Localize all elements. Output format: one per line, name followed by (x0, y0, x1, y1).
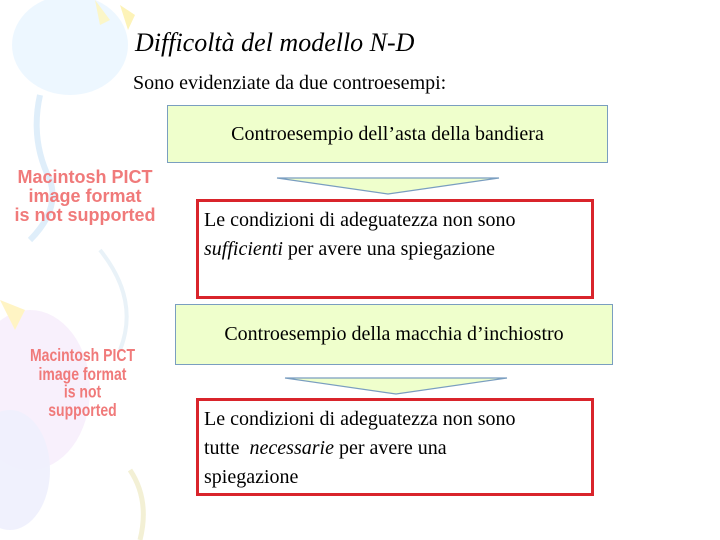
conclusion-text: tutte (204, 437, 250, 459)
placeholder-line: Macintosh PICT (30, 344, 136, 365)
conclusion-line (204, 434, 591, 463)
conclusion-line: Le condizioni di adeguatezza non sono (204, 209, 516, 231)
conclusion-text: per avere una spiegazione (282, 238, 495, 260)
image-placeholder (30, 346, 135, 419)
image-placeholder (10, 168, 160, 225)
conclusion-sufficient-box (196, 199, 594, 299)
down-arrow-icon (275, 176, 501, 196)
counterexample-ink-box (175, 304, 613, 365)
emphasis-text: sufficienti (204, 238, 283, 260)
streamer-shape (130, 470, 143, 540)
placeholder-line: is not supported (48, 381, 117, 420)
placeholder-line: Macintosh PICT (17, 167, 153, 187)
placeholder-line: image format (28, 185, 142, 206)
conclusion-text: per avere una (333, 437, 447, 459)
slide-subtitle: Sono evidenziate da due controesempi: (133, 72, 447, 94)
counterexample-flagpole-box (167, 105, 608, 163)
emphasis-text: necessarie (249, 437, 334, 459)
placeholder-line: image format (38, 363, 127, 384)
placeholder-line: is not supported (14, 204, 156, 225)
balloon-shape (12, 0, 128, 95)
box-label: Controesempio dell’asta della bandiera (231, 122, 544, 145)
conclusion-line: Le condizioni di adeguatezza non sono (204, 408, 516, 430)
box-label: Controesempio della macchia d’inchiostro (224, 323, 564, 345)
conclusion-necessary-box (196, 398, 594, 496)
conclusion-line (204, 235, 591, 264)
slide-title: Difficoltà del modello N-D (135, 28, 415, 57)
down-arrow-icon (283, 376, 509, 396)
conclusion-line: spiegazione (204, 466, 299, 488)
balloon-string (100, 250, 127, 350)
